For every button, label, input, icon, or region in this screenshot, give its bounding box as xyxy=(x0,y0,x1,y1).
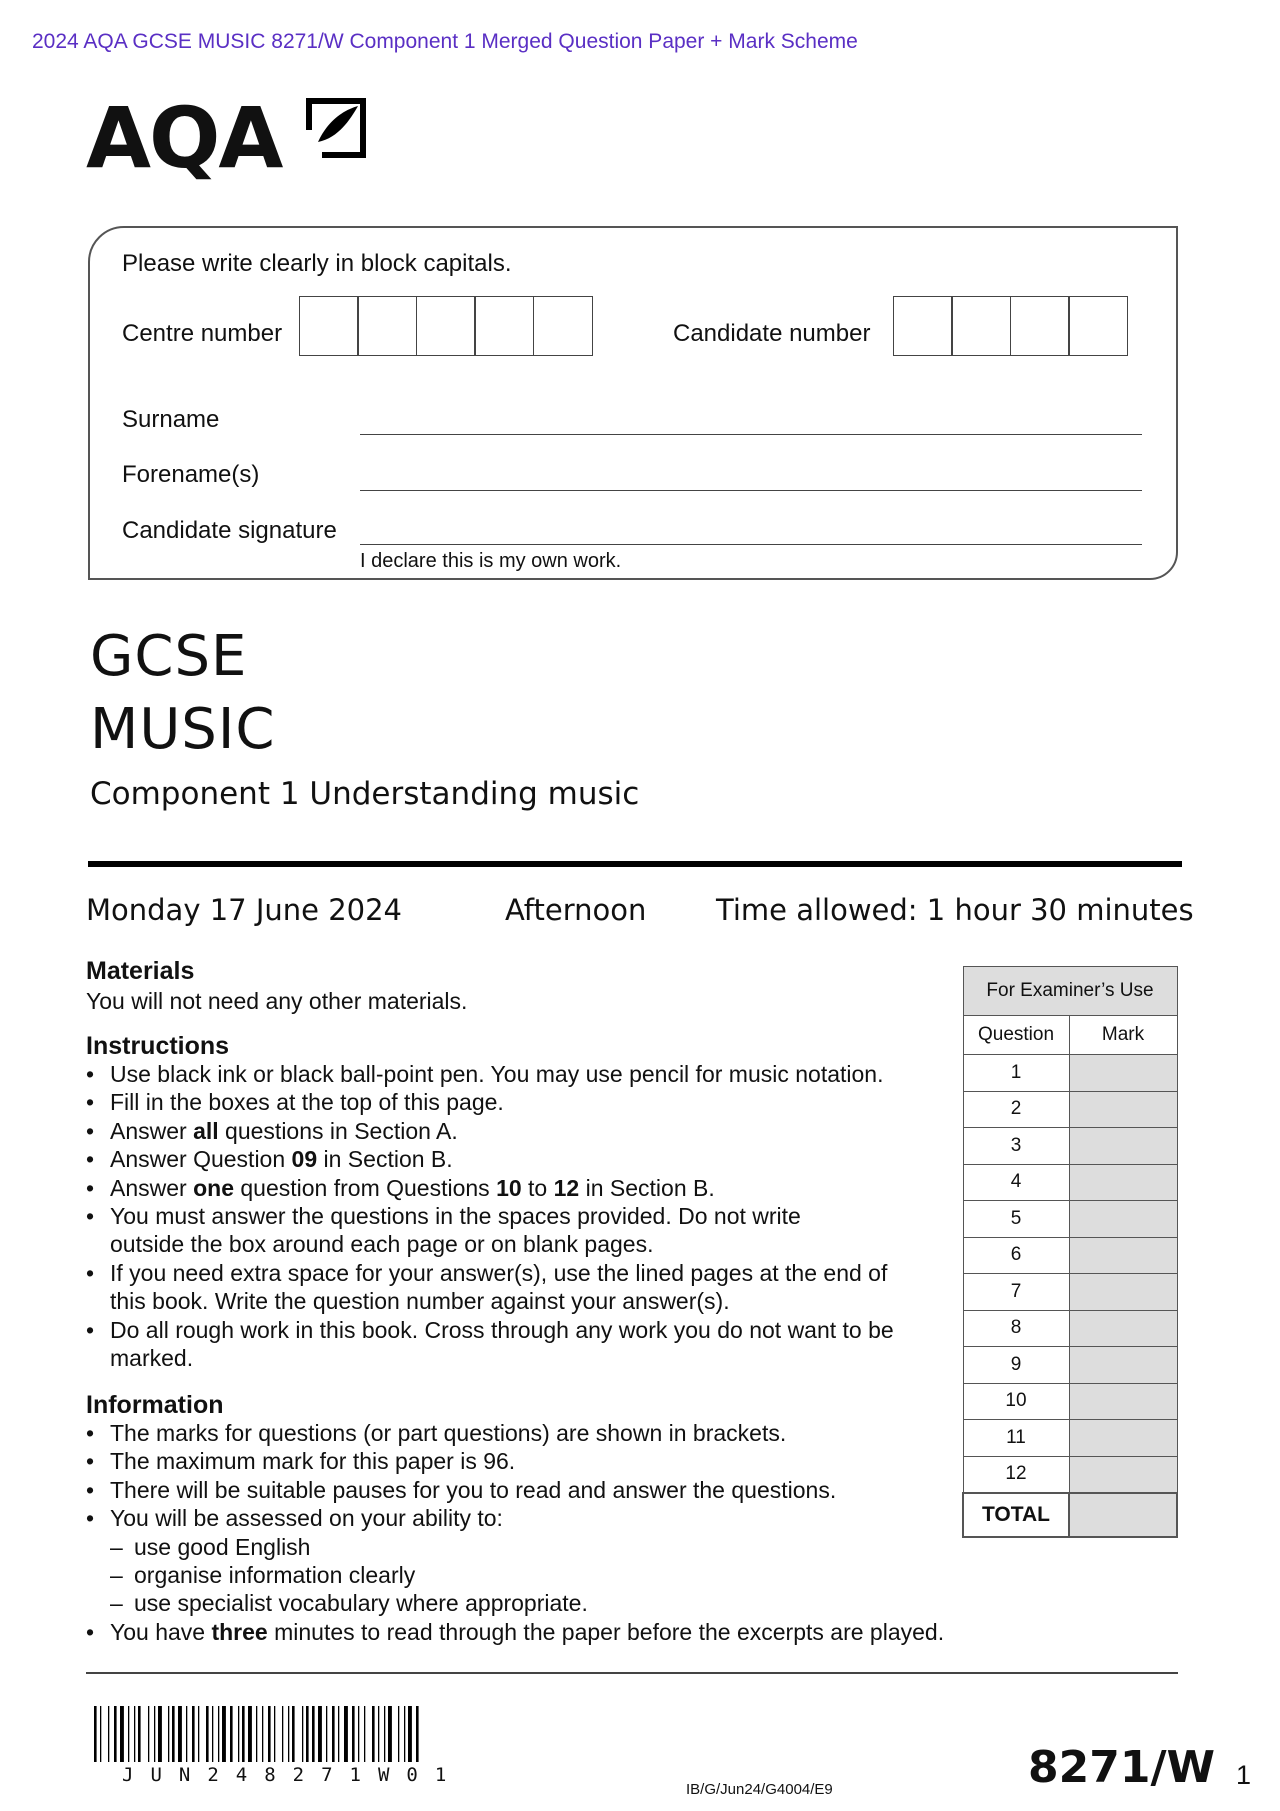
header-link[interactable]: 2024 AQA GCSE MUSIC 8271/W Component 1 Merged Question Paper + Mark Scheme xyxy=(32,30,858,53)
list-item-text: You will be assessed on your ability to: xyxy=(110,1505,503,1532)
mark-cell xyxy=(1069,1274,1177,1311)
question-number: 10 xyxy=(963,1383,1069,1420)
exam-session: Afternoon xyxy=(505,893,647,927)
time-allowed: Time allowed: 1 hour 30 minutes xyxy=(716,893,1194,927)
page-number: 1 xyxy=(1236,1760,1252,1790)
list-item: • Fill in the boxes at the top of this page. xyxy=(86,1088,946,1116)
declaration-text: I declare this is my own work. xyxy=(360,550,622,572)
list-item: • If you need extra space for your answer(s), use the lined pages at the end of this book. Write the question number against your answer(s). xyxy=(86,1259,946,1316)
surname-field[interactable] xyxy=(360,434,1142,435)
materials-heading: Materials xyxy=(86,957,195,985)
exam-date: Monday 17 June 2024 xyxy=(86,893,402,927)
paper-code: 8271/W xyxy=(1028,1742,1216,1793)
title-line-music: MUSIC xyxy=(90,697,276,762)
digit-box[interactable] xyxy=(1010,296,1070,356)
candidate-number-label: Candidate number xyxy=(673,320,871,347)
footer-divider xyxy=(86,1672,1178,1674)
information-heading: Information xyxy=(86,1391,224,1419)
list-item: • You must answer the questions in the spaces provided. Do not write outside the box around each page or on blank pages. xyxy=(86,1202,946,1259)
list-item: • Answer Question 09 in Section B. xyxy=(86,1145,946,1173)
aqa-logo-mark-icon xyxy=(302,98,368,165)
question-number: 9 xyxy=(963,1347,1069,1384)
list-item: • Do all rough work in this book. Cross through any work you do not want to be marked. xyxy=(86,1316,946,1373)
mark-cell xyxy=(1069,1237,1177,1274)
question-number: 3 xyxy=(963,1128,1069,1165)
list-item: • Answer one question from Questions 10 to 12 in Section B. xyxy=(86,1174,946,1202)
mark-cell xyxy=(1069,1091,1177,1128)
list-item: • You have three minutes to read through the paper before the excerpts are played. xyxy=(86,1618,986,1646)
examiner-table-title: For Examiner’s Use xyxy=(963,967,1177,1016)
instructions-list xyxy=(86,1060,946,1372)
component-title: Component 1 Understanding music xyxy=(90,776,640,812)
instructions-heading: Instructions xyxy=(86,1032,230,1060)
digit-box[interactable] xyxy=(893,296,953,356)
digit-box[interactable] xyxy=(416,296,476,356)
mark-cell xyxy=(1069,1347,1177,1384)
sub-item: – use specialist vocabulary where appropriate. xyxy=(110,1589,986,1617)
mark-column-header: Mark xyxy=(1069,1016,1177,1055)
centre-number-boxes[interactable] xyxy=(300,296,593,356)
reference-code: IB/G/Jun24/G4004/E9 xyxy=(686,1781,833,1798)
question-number: 8 xyxy=(963,1310,1069,1347)
question-number: 5 xyxy=(963,1201,1069,1238)
digit-box[interactable] xyxy=(357,296,417,356)
question-number: 1 xyxy=(963,1055,1069,1092)
digit-box[interactable] xyxy=(1068,296,1128,356)
question-number: 11 xyxy=(963,1420,1069,1457)
mark-cell xyxy=(1069,1420,1177,1457)
mark-cell xyxy=(1069,1055,1177,1092)
assessment-sublist xyxy=(110,1533,986,1618)
question-number: 4 xyxy=(963,1164,1069,1201)
digit-box[interactable] xyxy=(474,296,534,356)
digit-box[interactable] xyxy=(299,296,359,356)
list-item: • There will be suitable pauses for you to read and answer the questions. xyxy=(86,1476,986,1504)
mark-cell xyxy=(1069,1201,1177,1238)
mark-cell xyxy=(1069,1164,1177,1201)
list-item: • The maximum mark for this paper is 96. xyxy=(86,1447,986,1475)
mark-cell xyxy=(1069,1310,1177,1347)
examiner-use-table xyxy=(962,966,1178,1538)
paper-title xyxy=(90,620,275,766)
question-number: 2 xyxy=(963,1091,1069,1128)
logo-text: AQA xyxy=(86,89,282,187)
question-number: 6 xyxy=(963,1237,1069,1274)
mark-cell xyxy=(1069,1456,1177,1493)
list-item: • The marks for questions (or part questions) are shown in brackets. xyxy=(86,1419,986,1447)
digit-box[interactable] xyxy=(533,296,593,356)
sub-item: – use good English xyxy=(110,1533,986,1561)
forenames-field[interactable] xyxy=(360,490,1142,491)
list-item: • Answer all questions in Section A. xyxy=(86,1117,946,1145)
question-column-header: Question xyxy=(963,1016,1069,1055)
barcode-text: JUN248271W01 xyxy=(122,1764,464,1786)
sub-item: – organise information clearly xyxy=(110,1561,986,1589)
mark-cell xyxy=(1069,1128,1177,1165)
signature-field[interactable] xyxy=(360,544,1142,545)
forenames-label: Forename(s) xyxy=(122,461,260,488)
signature-label: Candidate signature xyxy=(122,517,337,544)
question-number: 7 xyxy=(963,1274,1069,1311)
question-number: 12 xyxy=(963,1456,1069,1493)
total-label: TOTAL xyxy=(963,1493,1069,1537)
total-mark-cell xyxy=(1069,1493,1177,1537)
list-item: • Use black ink or black ball-point pen. You may use pencil for music notation. xyxy=(86,1060,946,1088)
block-capitals-instruction: Please write clearly in block capitals. xyxy=(122,250,512,277)
divider xyxy=(88,861,1182,867)
list-item xyxy=(86,1504,986,1618)
mark-cell xyxy=(1069,1383,1177,1420)
information-list xyxy=(86,1419,986,1646)
centre-number-label: Centre number xyxy=(122,320,283,347)
materials-text: You will not need any other materials. xyxy=(86,988,468,1014)
surname-label: Surname xyxy=(122,406,220,433)
digit-box[interactable] xyxy=(951,296,1011,356)
barcode-icon xyxy=(94,1706,504,1762)
title-line-gcse: GCSE xyxy=(90,624,248,689)
aqa-logo xyxy=(86,89,282,187)
candidate-number-boxes[interactable] xyxy=(894,296,1128,356)
